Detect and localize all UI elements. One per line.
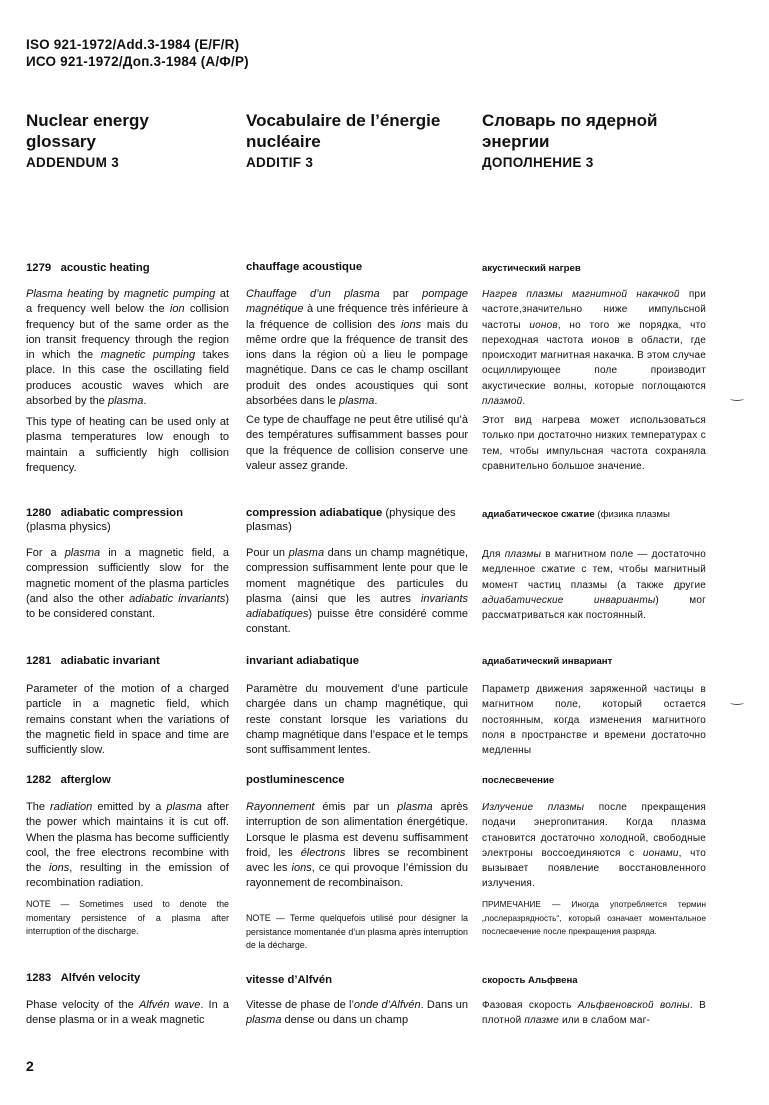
entry-1282-term-fr: postluminescence: [246, 774, 345, 786]
title-en-line2: glossary: [26, 132, 96, 151]
title-ru: [482, 110, 706, 174]
entry-1280-term-fr: compression adiabatique (physique des plasmas): [246, 507, 456, 533]
entry-number: 1280: [26, 507, 52, 519]
term-label: adiabatic compression: [60, 507, 183, 519]
entry-number: 1281: [26, 655, 52, 667]
entry-1280-term-en: [26, 506, 229, 534]
entry-1282-def-fr: Rayonnement émis par un plasma après interruption de son alimentation énergétique. Lorsque le plasma est devenu suffisamment froid, les électrons libres se recombinent avec les ions, ce qui provoque l’émission du rayonnement de recombinaison.: [246, 801, 468, 890]
entry-1281-def-en: Parameter of the motion of a charged particle in a magnetic field, which remains constant when the variations of the magnetic field in space and time are sufficiently slow.: [26, 683, 229, 757]
entry-1281-term-en: [26, 654, 229, 668]
entry-1279-def-ru: Нагрев плазмы магнитной накачкой при частоте,значительно ниже импульсной частоты ионов, но того же порядка, что переходная частота ионов в области, где происходит магнитная накачка. В этом случае осциллирующее поле производит акустические волны, которые поглощаются плазмой.: [482, 289, 706, 408]
entry-1281-def-ru: Параметр движения заряженной частицы в магнитном поле, который остается постоянным, когда изменения магнитного поля в пространстве и времени достаточно медленны: [482, 684, 706, 757]
entry-1282-def-en: The radiation emitted by a plasma after the power which maintains it is cut off. When the plasma has become sufficiently cool, the free electrons recombine with the ions, resulting in the emission of recombination radiation.: [26, 801, 229, 890]
entry-1282-note-fr: NOTE — Terme quelquefois utilisé pour désigner la persistance momentanée d’un plasma après interruption de la décharge.: [246, 913, 468, 950]
entry-1279-def-fr: Chauffage d’un plasma par pompage magnétique à une fréquence très inférieure à la fréquence de collision des ions mais du même ordre que la fréquence de transit des ions dans la région où a lieu le pompage magnétique. Dans ce cas le champ oscillant produit des ondes acoustiques qui sont absorbées dans le plasma.: [246, 288, 468, 408]
title-fr-line1: Vocabulaire de l’énergie: [246, 111, 441, 130]
term-label: afterglow: [60, 774, 111, 786]
entry-1280-def-en: For a plasma in a magnetic field, a compression sufficiently slow for the magnetic moment of the plasma particles (and also the other adiabatic invariants) to be considered constant.: [26, 547, 229, 621]
entry-1279-def2-ru: Этот вид нагрева может использоваться только при достаточно низких температурах с тем, чтобы импульсная частота сохраняла сравнительно большое значение.: [482, 415, 706, 472]
title-en-line1: Nuclear energy: [26, 111, 149, 130]
term-label: Alfvén velocity: [60, 972, 141, 984]
term-label: acoustic heating: [60, 262, 150, 274]
title-en-addendum: ADDENDUM 3: [26, 155, 120, 170]
entry-1279-term-fr: chauffage acoustique: [246, 261, 363, 273]
entry-1283-def-en: Phase velocity of the Alfvén wave. In a dense plasma or in a weak magnetic: [26, 999, 229, 1027]
entry-1283-def-ru: Фазовая скорость Альфвеновской волны. В плотной плазме или в слабом маг-: [482, 1000, 706, 1027]
entry-1281-term-ru: адиабатический инвариант: [482, 656, 613, 667]
entry-1282-note-en: NOTE — Sometimes used to denote the momentary persistence of a plasma after interruption of the discharge.: [26, 899, 229, 936]
term-label: adiabatic invariant: [60, 655, 160, 667]
title-fr-line2: nucléaire: [246, 132, 321, 151]
term-domain: (plasma physics): [26, 521, 111, 533]
entry-1281-def-fr: Paramètre du mouvement d’une particule chargée dans un champ magnétique, qui reste constant lorsque les variations du champ magnétique dans l’espace et le temps sont suffisamment lentes.: [246, 683, 468, 757]
entry-1282-note-ru: ПРИМЕЧАНИЕ — Иногда употребляется термин „послеразрядность“, который означает моментальное послесвечение после прекращения разряда.: [482, 899, 706, 936]
title-fr: [246, 110, 468, 174]
document-header: [26, 36, 249, 70]
header-iso-line: ISO 921-1972/Add.3-1984 (E/F/R): [26, 37, 240, 52]
title-en: [26, 110, 229, 174]
entry-1280-def-fr: Pour un plasma dans un champ magnétique, compression suffisamment lente pour que le moment magnétique des particules du plasma (ainsi que les autres invariants adiabatiques) puisse être considéré comme constant.: [246, 547, 468, 636]
entry-1279-def2-en: This type of heating can be used only at plasma temperatures low enough to maintain a sufficiently high collision frequency.: [26, 416, 229, 474]
entry-1283-def-fr: Vitesse de phase de l’onde d’Alfvén. Dans un plasma dense ou dans un champ: [246, 999, 468, 1027]
margin-mark: [730, 700, 744, 705]
entry-1280-def-ru: Для плазмы в магнитном поле — достаточно медленное сжатие с тем, чтобы магнитный момент частиц плазмы (а также другие адиабатические инварианты) мог рассматриваться как постоянный.: [482, 549, 706, 622]
entry-1279-term-en: [26, 261, 229, 275]
entry-1282-term-ru: послесвечение: [482, 775, 555, 786]
entry-number: 1283: [26, 972, 52, 984]
title-ru-line1: Словарь по ядерной: [482, 111, 658, 130]
title-fr-addendum: ADDITIF 3: [246, 155, 314, 170]
entry-number: 1279: [26, 262, 52, 274]
entry-1279-term-ru: акустический нагрев: [482, 263, 581, 274]
entry-1283-term-ru: скорость Альфвена: [482, 975, 578, 986]
title-ru-addendum: ДОПОЛНЕНИЕ 3: [482, 155, 594, 170]
page-number: 2: [26, 1058, 34, 1074]
entry-1282-term-en: [26, 773, 229, 787]
entry-1283-term-fr: vitesse d’Alfvén: [246, 974, 333, 986]
entry-1279-def2-fr: Ce type de chauffage ne peut être utilisé qu’à des températures suffisamment basses pour que la fréquence de collision conserve une valeur assez grande.: [246, 414, 468, 472]
title-ru-line2: энергии: [482, 132, 550, 151]
entry-number: 1282: [26, 774, 52, 786]
header-iso-ru-line: ИСО 921-1972/Доп.3-1984 (А/Ф/Р): [26, 54, 249, 69]
entry-1280-term-ru: адиабатическое сжатие (физика плазмы: [482, 509, 670, 520]
entry-1283-term-en: [26, 971, 229, 985]
entry-1279-def-en: Plasma heating by magnetic pumping at a frequency well below the ion collision frequency but of the same order as the ion transit frequency through the region in which the magnetic pumping takes place. In this case the oscillating field produces acoustic waves which are absorbed by the plasma.: [26, 288, 230, 408]
entry-1281-term-fr: invariant adiabatique: [246, 655, 359, 667]
entry-1282-def-ru: Излучение плазмы после прекращения подачи энергопитания. Когда плазма становится достаточно холодной, свободные электроны воссоединяются с ионами, что вызывает появление восстановленного излучения.: [482, 802, 706, 890]
margin-mark: [730, 396, 744, 401]
